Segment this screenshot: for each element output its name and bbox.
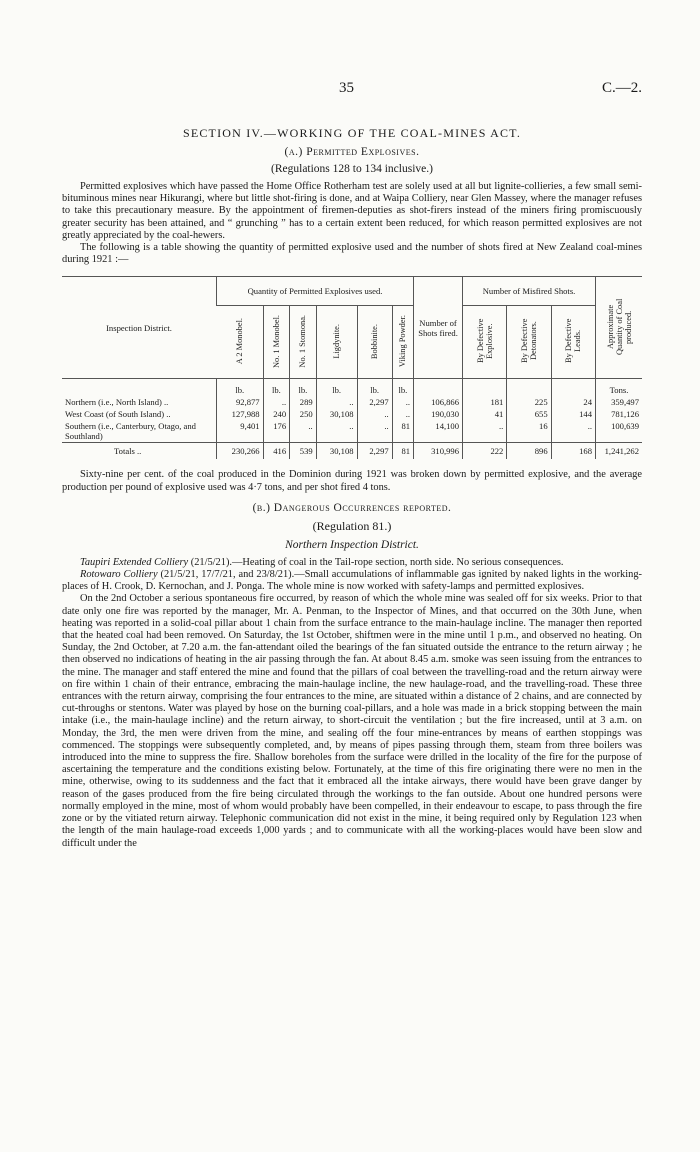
table-row	[62, 420, 642, 443]
value-cell: 9,401	[217, 420, 264, 443]
value-cell: ..	[392, 408, 413, 420]
district-cell: Northern (i.e., North Island) ..	[65, 397, 169, 408]
col-a2-monobel: A 2 Monobel.	[235, 318, 245, 365]
value-cell: 190,030	[414, 408, 463, 420]
colliery-name: Taupiri Extended Colliery	[80, 556, 189, 568]
unit-cell: Tons.	[596, 379, 643, 397]
unit-cell: lb.	[357, 379, 392, 397]
misfired-group-header: Number of Misfired Shots.	[463, 277, 596, 306]
subsection-a-title: (a.) Permitted Explosives.	[284, 146, 420, 158]
table-row	[62, 396, 642, 408]
total-cell: 230,266	[217, 443, 264, 460]
col-bobbinite: Bobbinite.	[370, 323, 380, 359]
subsection-b-title: (b.) Dangerous Occurrences reported.	[252, 501, 452, 514]
col-defective-detonators: By Defective Detonators.	[519, 319, 538, 364]
value-cell: 106,866	[414, 396, 463, 408]
value-cell: ..	[551, 420, 595, 443]
col-no1-stomona: No. 1 Stomona.	[298, 315, 308, 368]
value-cell: ..	[263, 396, 290, 408]
summary-paragraph: Sixty-nine per cent. of the coal produced in the Dominion during 1921 was broken down by permitted explosive, and the average production per pound of explosive used was 4·7 tons, and per shot fired 4 tons.	[62, 469, 642, 493]
page-number: 35	[339, 80, 354, 96]
document-code: C.—2.	[601, 80, 642, 96]
value-cell: ..	[316, 396, 357, 408]
regulations-b: (Regulation 81.)	[312, 518, 392, 533]
value-cell: 181	[463, 396, 507, 408]
section-title: SECTION IV.—WORKING OF THE COAL-MINES ACT.	[182, 126, 522, 140]
value-cell: ..	[357, 408, 392, 420]
district-cell: Southern (i.e., Canterbury, Otago, and Southland)	[65, 421, 196, 442]
value-cell: 127,988	[217, 408, 264, 420]
occurrence-text: (21/5/21, 17/7/21, and 23/8/21).—Small accumulations of inflammable gas ignited by naked lights in the working-places of H. Crook, D. Kernochan, and J. Ponga. The whole mine is now worked with safety-lamps and permitted explosives.	[62, 569, 642, 593]
intro-paragraph: The following is a table showing the quantity of permitted explosive used and the number of shots fired at New Zealand coal-mines during 1921 :—	[62, 242, 642, 266]
total-cell: 896	[507, 443, 551, 460]
explosives-group-header: Quantity of Permitted Explosives used.	[217, 277, 414, 306]
value-cell: 289	[290, 396, 317, 408]
unit-cell: lb.	[392, 379, 413, 397]
col-ligdynite: Ligdynite.	[332, 324, 342, 359]
value-cell: 2,297	[357, 396, 392, 408]
value-cell: 359,497	[596, 396, 643, 408]
value-cell: 100,639	[596, 420, 643, 443]
value-cell: 144	[551, 408, 595, 420]
total-cell: 222	[463, 443, 507, 460]
total-cell: 1,241,262	[596, 443, 643, 460]
intro-paragraph: Permitted explosives which have passed the Home Office Rotherham test are solely used at all but lignite-collieries, a few small semi-bituminous mines near Hikurangi, where but little shot-firing is done, and at Waipa Colliery, near Glen Massey, where the manager refuses to take this precautionary measure. By the appointment of firemen-deputies as shot-firers instead of the miners firing promiscuously greater security has been attained, and “ grunching ” has to a certain extent been reduced, for which reason permitted explosives are not greatly appreciated by the coal-hewers.	[62, 181, 642, 241]
col-shots-header: Number of Shots fired.	[414, 277, 463, 379]
value-cell: 225	[507, 396, 551, 408]
occurrence-text: (21/5/21).—Heating of coal in the Tail-rope section, north side. No serious consequences.	[188, 556, 564, 568]
total-cell: 30,108	[316, 443, 357, 460]
explosives-table	[62, 276, 642, 459]
total-cell: 2,297	[357, 443, 392, 460]
value-cell: ..	[290, 420, 317, 443]
col-defective-leads: By Defective Leads.	[564, 319, 583, 364]
total-cell: 81	[392, 443, 413, 460]
value-cell: 92,877	[217, 396, 264, 408]
occurrence-paragraph	[62, 557, 642, 569]
unit-cell: lb.	[263, 379, 290, 397]
value-cell: 41	[463, 408, 507, 420]
district-cell: West Coast (of South Island) ..	[65, 409, 171, 420]
value-cell: ..	[357, 420, 392, 443]
col-viking-powder: Viking Powder.	[398, 315, 408, 368]
total-cell: 310,996	[414, 443, 463, 460]
value-cell: 30,108	[316, 408, 357, 420]
value-cell: 781,126	[596, 408, 643, 420]
value-cell: 240	[263, 408, 290, 420]
totals-row	[62, 443, 642, 460]
col-defective-explosive: By Defective Explosive.	[475, 319, 494, 364]
page-header	[62, 0, 642, 118]
totals-label: Totals ..	[62, 443, 217, 460]
value-cell: 16	[507, 420, 551, 443]
units-row	[62, 379, 642, 397]
occurrence-paragraph	[62, 569, 642, 593]
total-cell: 416	[263, 443, 290, 460]
unit-cell: lb.	[217, 379, 264, 397]
value-cell: 24	[551, 396, 595, 408]
value-cell: 655	[507, 408, 551, 420]
value-cell: ..	[463, 420, 507, 443]
value-cell: 250	[290, 408, 317, 420]
total-cell: 168	[551, 443, 595, 460]
colliery-name: Rotowaro Colliery	[80, 569, 158, 581]
value-cell: ..	[316, 420, 357, 443]
value-cell: 176	[263, 420, 290, 443]
col-no1-monobel: No. 1 Monobel.	[271, 314, 281, 368]
value-cell: 81	[392, 420, 413, 443]
col-coal-header: Approximate Quantity of Coal produced.	[605, 298, 633, 356]
unit-cell: lb.	[290, 379, 317, 397]
value-cell: ..	[392, 396, 413, 408]
regulations-a: (Regulations 128 to 134 inclusive.)	[271, 163, 433, 175]
district-heading: Northern Inspection District.	[285, 538, 419, 551]
fire-report-paragraph: On the 2nd October a serious spontaneous fire occurred, by reason of which the whole mine was sealed off for six weeks. Prior to that date only one fire was reported by the manager, Mr. A. Penman, to the Inspector of Mines, and that occurred on the 30th June, when heating was reported in a solid-coal pillar about 1 chain from the surface entrance to the main-haulage incline. The manager then reported that the heated coal had been removed. On Saturday, the 1st October, shiftmen were in the mine until 1 p.m., and observed no heating. On Sunday, the 2nd October, at 7.20 a.m. the fan-attendant oiled the bearings of the fan situated outside the entrance to the return airway ; he then observed no indications of heating in the air passing through the fan. At about 8.45 a.m. smoke was seen issuing from the entrances to the mine. The manager and staff entered the mine and found that the pillars of coal between the travelling-road and the return airway were on fire within 1 chain of their entrance, embracing the main-haulage incline, the new haulage-road, and the travelling-road. These three entrances with the return airway, comprising the four entrances to the mine, are situated within a distance of 2 chains, and are connected by cut-throughs or stentons. Water was played by hose on the burning coal-pillars, and a hole was made in a brick stopping between the main intake (i.e., the main-haulage incline) and the return airway, to short-circuit the ventilation ; but the fire increased, until at 3 a.m. on Monday, the 3rd, the men were driven from the mine, and sealing off the four mine-entrances by means of earthen stoppings was commenced. The stoppings were subsequently completed, and, by means of pipes passing through them, steam from three boilers was introduced into the mine to suppress the fire. Shallow boreholes from the surface were drilled in the locality of the fire for the purpose of ascertaining the temperature and the conditions existing below. Fortunately, at the time of this fire originating there were no men in the mine, otherwise, owing to its suddenness and the fact that it embraced all the intake airways, there would have been grave danger by reason of the gases produced from the fire being circulated through the workings to the fan outside. About one hundred persons were normally employed in the mine, most of whom would probably have been compelled, in their endeavour to escape, to pass through the fire zone or by the vitiated return airway. Telephonic communication did not exist in the mine, it being required only by Regulation 123 when the length of the main haulage-road exceeds 1,000 yards ; and to communicate with all the working-places would have been slow and difficult under the	[62, 593, 642, 849]
value-cell: 14,100	[414, 420, 463, 443]
col-district-header: Inspection District.	[62, 277, 217, 379]
table-row	[62, 408, 642, 420]
total-cell: 539	[290, 443, 317, 460]
unit-cell: lb.	[316, 379, 357, 397]
